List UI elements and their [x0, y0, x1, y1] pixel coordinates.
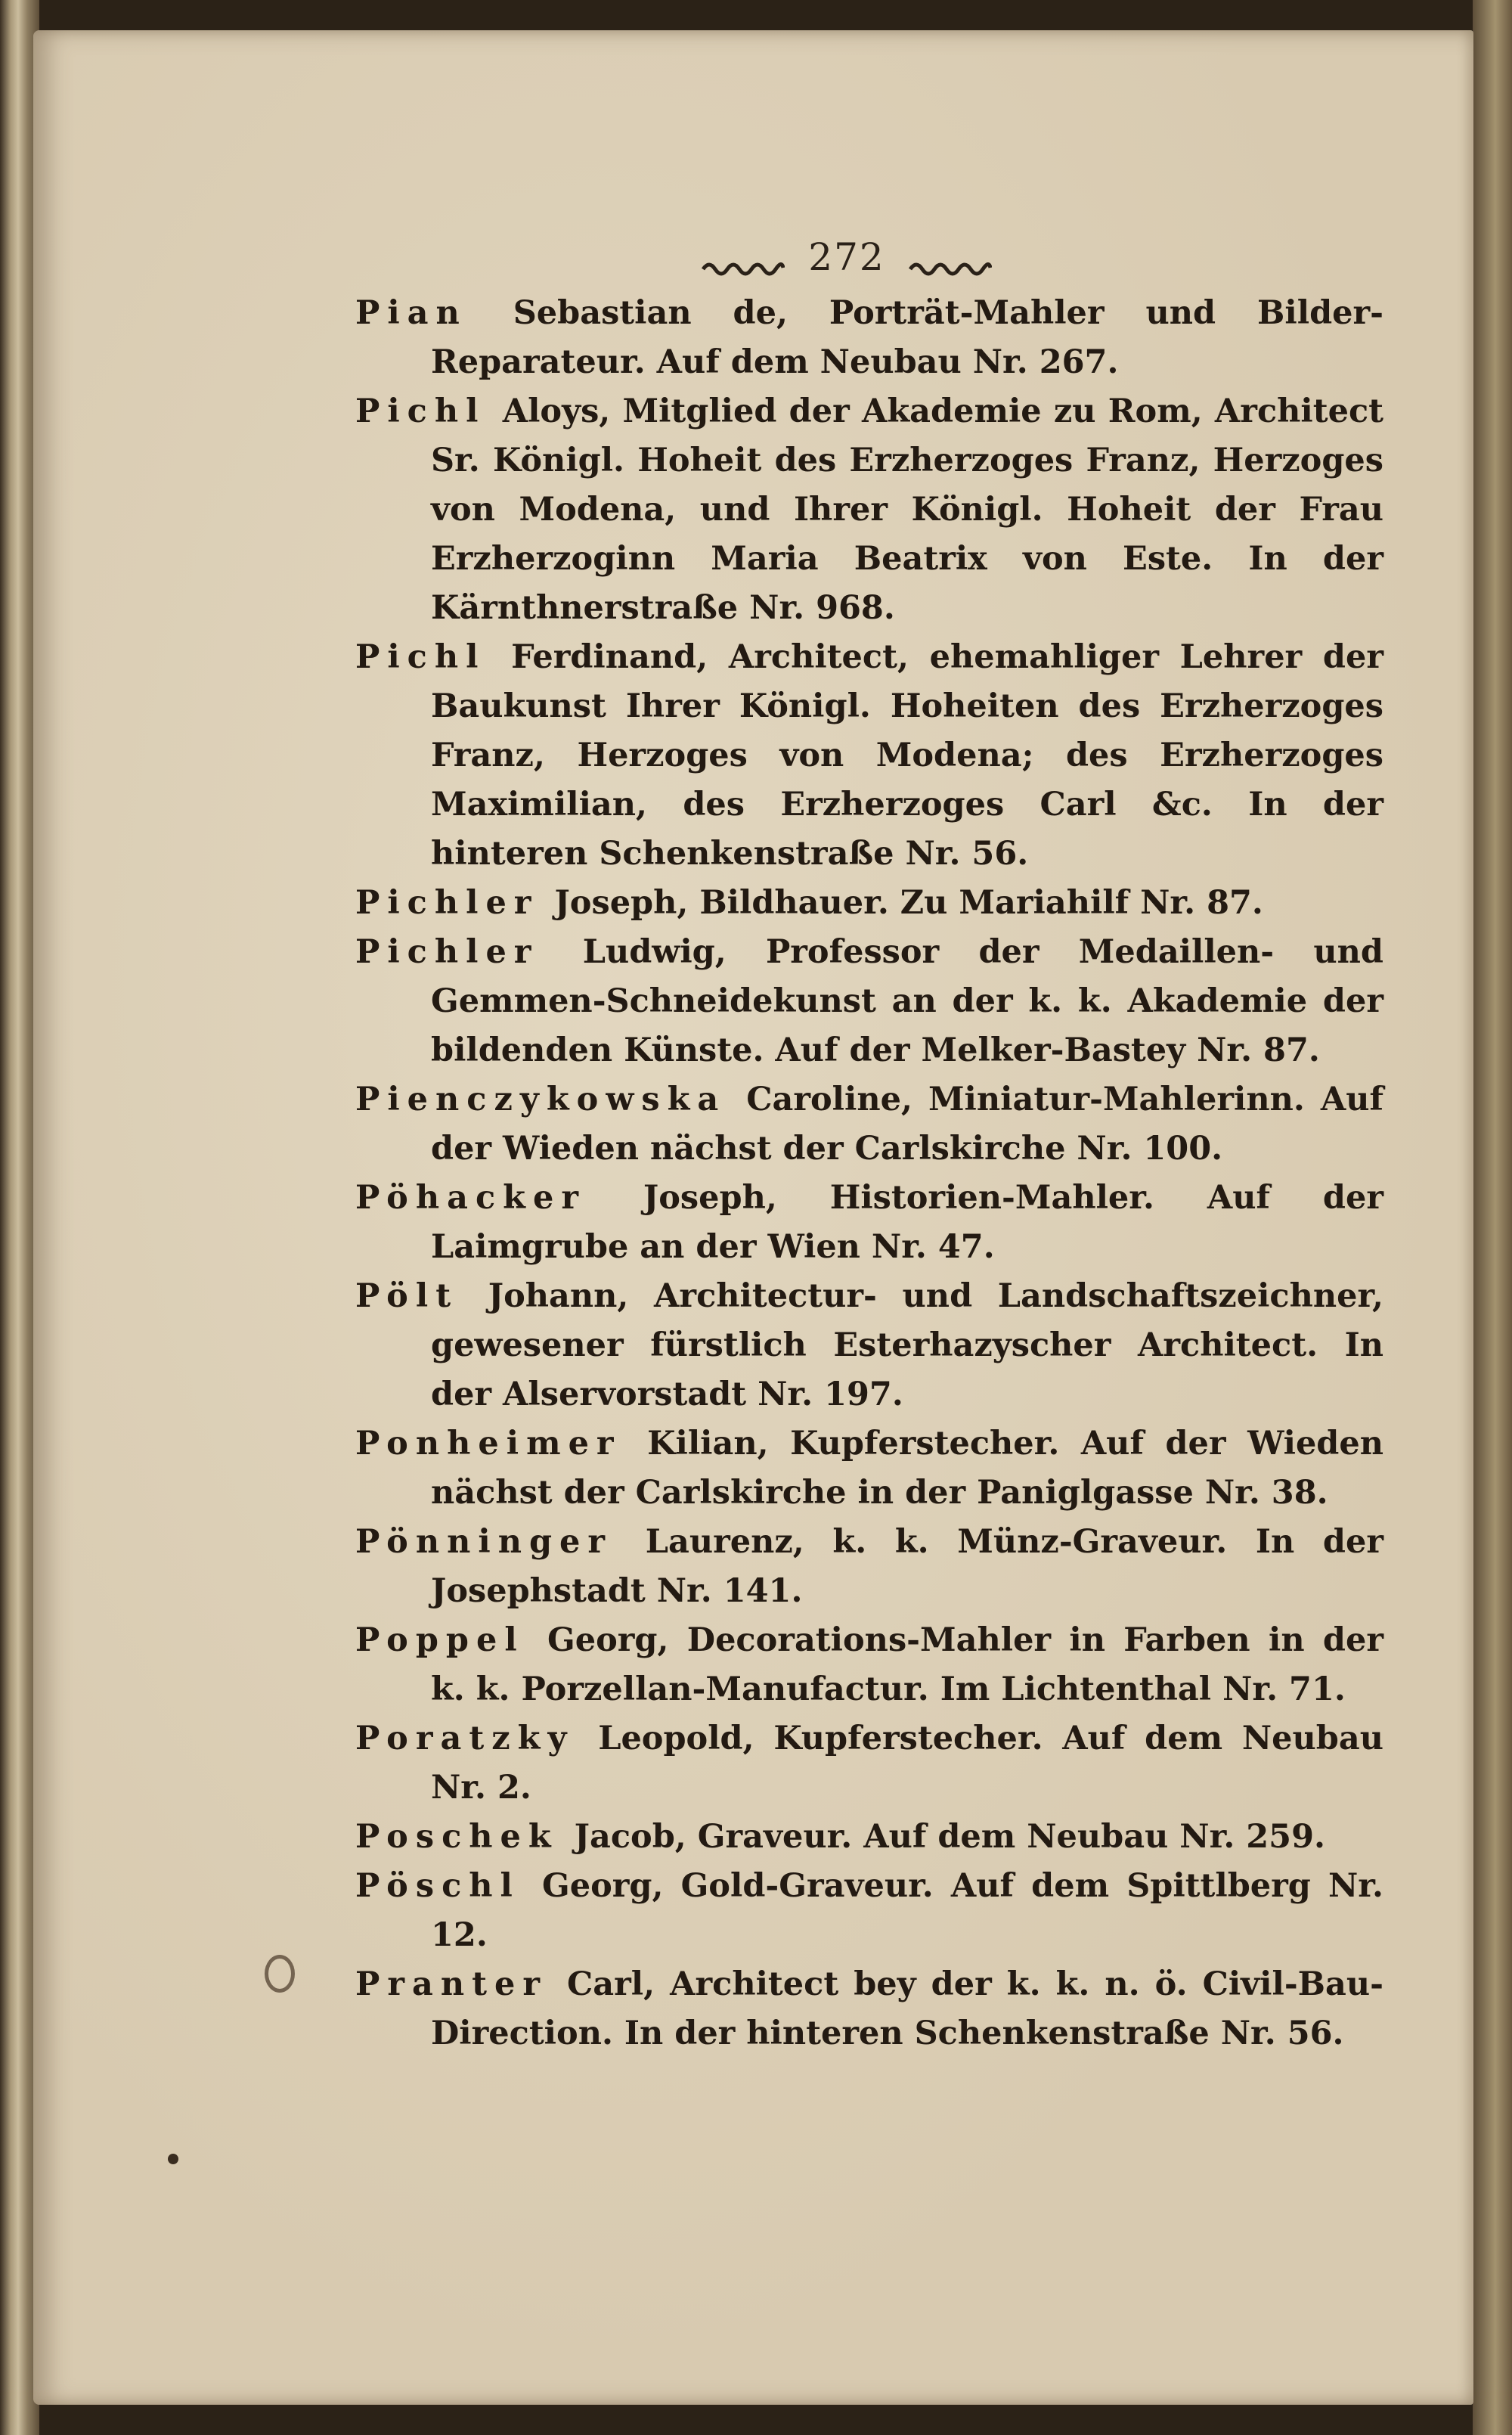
entry	[355, 1714, 1383, 1813]
entry-name: Poschek	[355, 1818, 559, 1856]
entry	[355, 1862, 1383, 1960]
right-ornament-icon	[909, 256, 992, 278]
entry-text: Kilian, Kupferstecher. Auf der Wieden nächst der Carlskirche in der Paniglgasse Nr. 38.	[431, 1425, 1383, 1512]
entry	[355, 1518, 1383, 1616]
entry	[355, 387, 1383, 633]
paper-stain-mark	[265, 1955, 295, 1993]
entry	[355, 1419, 1383, 1518]
entry	[355, 1174, 1383, 1272]
entry-name: Pichl	[355, 392, 486, 430]
entry-text: Carl, Architect bey der k. k. n. ö. Civil-Bau-Direction. In der hinteren Schenkenstraße Nr. 56.	[431, 1965, 1383, 2052]
entry-text: Jacob, Graveur. Auf dem Neubau Nr. 259.	[574, 1818, 1325, 1856]
entry-text: Caroline, Miniatur-Mahlerinn. Auf der Wieden nächst der Carlskirche Nr. 100.	[431, 1081, 1383, 1168]
entry	[355, 1616, 1383, 1714]
entry-text: Ludwig, Professor der Medaillen- und Gemmen-Schneidekunst an der k. k. Akademie der bildenden Künste. Auf der Melker-Bastey Nr. 87.	[431, 933, 1383, 1069]
entry-text: Johann, Architectur- und Landschaftszeichner, gewesener fürstlich Esterhazyscher Architect. In der Alservorstadt Nr. 197.	[431, 1277, 1383, 1413]
entry	[355, 928, 1383, 1075]
entry-name: Pölt	[355, 1277, 459, 1315]
entry	[355, 879, 1383, 928]
entry-text: Georg, Gold-Graveur. Auf dem Spittlberg Nr. 12.	[431, 1867, 1383, 1954]
entry-text: Georg, Decorations-Mahler in Farben in der k. k. Porzellan-Manufactur. Im Lichtenthal Nr. 71.	[431, 1621, 1383, 1708]
directory-entries	[355, 289, 1383, 2058]
entry	[355, 1272, 1383, 1419]
entry-text: Aloys, Mitglied der Akademie zu Rom, Architect Sr. Königl. Hoheit des Erzherzoges Franz, Herzoges von Modena, und Ihrer Königl. Hoheit der Frau Erzherzoginn Maria Beatrix von Este. In der Kärnthnerstraße Nr. 968.	[431, 392, 1383, 627]
entry-text: Sebastian de, Porträt-Mahler und Bilder-Reparateur. Auf dem Neubau Nr. 267.	[431, 294, 1383, 381]
entry-text: Joseph, Historien-Mahler. Auf der Laimgrube an der Wien Nr. 47.	[431, 1179, 1383, 1266]
entry-text: Leopold, Kupferstecher. Auf dem Neubau Nr. 2.	[431, 1720, 1383, 1807]
entry-name: Pian	[355, 294, 467, 332]
entry-name: Pöschl	[355, 1867, 520, 1905]
entry-name: Poppel	[355, 1621, 525, 1659]
entry	[355, 289, 1383, 387]
entry-name: Pienczykowska	[355, 1081, 727, 1118]
entry	[355, 1075, 1383, 1174]
entry-text: Laurenz, k. k. Münz-Graveur. In der Josephstadt Nr. 141.	[431, 1523, 1383, 1610]
entry-name: Poratzky	[355, 1720, 575, 1757]
entry-name: Pranter	[355, 1965, 547, 2003]
entry	[355, 1960, 1383, 2058]
entry-name: Pichler	[355, 884, 539, 922]
entry-name: Pichler	[355, 933, 539, 971]
entry-name: Pöhacker	[355, 1179, 586, 1217]
page-number: 272	[808, 235, 885, 279]
paper-dot-mark	[168, 2154, 178, 2164]
page-header	[680, 227, 1013, 287]
entry-text: Joseph, Bildhauer. Zu Mariahilf Nr. 87.	[554, 884, 1263, 922]
entry	[355, 633, 1383, 879]
entry-name: Ponheimer	[355, 1425, 621, 1463]
entry-text: Ferdinand, Architect, ehemahliger Lehrer der Baukunst Ihrer Königl. Hoheiten des Erzherzoges Franz, Herzoges von Modena; des Erzherzoges Maximilian, des Erzherzoges Carl &c. In der hinteren Schenkenstraße Nr. 56.	[431, 638, 1383, 873]
entry	[355, 1813, 1383, 1862]
book-right-edge	[1473, 0, 1512, 2435]
left-ornament-icon	[702, 256, 785, 278]
entry-name: Pönninger	[355, 1523, 613, 1561]
entry-name: Pichl	[355, 638, 486, 676]
